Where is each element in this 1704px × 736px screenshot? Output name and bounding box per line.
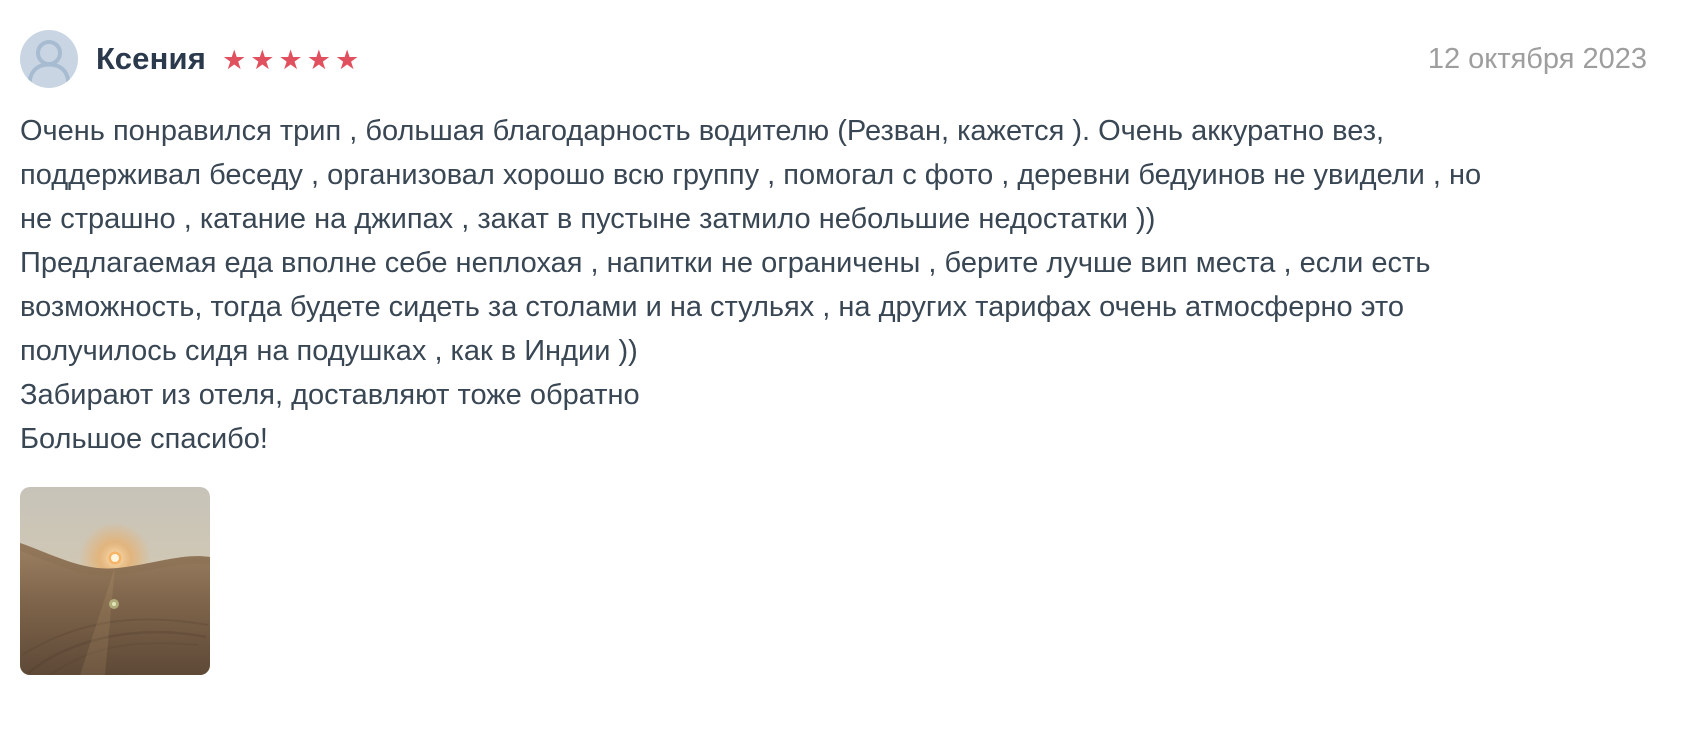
star-icon: ★ bbox=[222, 45, 251, 75]
star-icon: ★ bbox=[278, 45, 307, 75]
star-rating bbox=[222, 47, 363, 74]
user-silhouette-icon bbox=[20, 30, 78, 88]
review-paragraph: Большое спасибо! bbox=[20, 423, 268, 455]
review-date: 12 октября 2023 bbox=[1427, 42, 1647, 75]
review-paragraph: Предлагаемая еда вполне себе неплохая , напитки не ограничены , берите лучше вип места , если есть возможность, тогда будете сидеть за столами и на стульях , на других тарифах очень атмосферно это получилось сидя на подушках , как в Индии )) bbox=[20, 247, 1431, 367]
star-icon: ★ bbox=[334, 45, 364, 75]
review-text bbox=[20, 109, 1647, 461]
review-photo[interactable] bbox=[20, 487, 210, 675]
review-author: Ксения bbox=[96, 41, 207, 76]
review-paragraph: Очень понравился трип , большая благодарность водителю (Резван, кажется ). Очень аккуратно вез, поддерживал беседу , организовал хорошо всю группу , помогал с фото , деревни бедуинов не увидели , но не страшно , катание на джипах , закат в пустыне затмило небольшие недостатки )) bbox=[20, 115, 1482, 235]
review-header bbox=[20, 30, 1647, 88]
desert-sunset-photo bbox=[20, 487, 210, 675]
star-icon: ★ bbox=[306, 45, 335, 75]
star-icon: ★ bbox=[250, 45, 279, 75]
review-paragraph: Забирают из отеля, доставляют тоже обратно bbox=[20, 379, 640, 411]
avatar bbox=[20, 30, 78, 88]
